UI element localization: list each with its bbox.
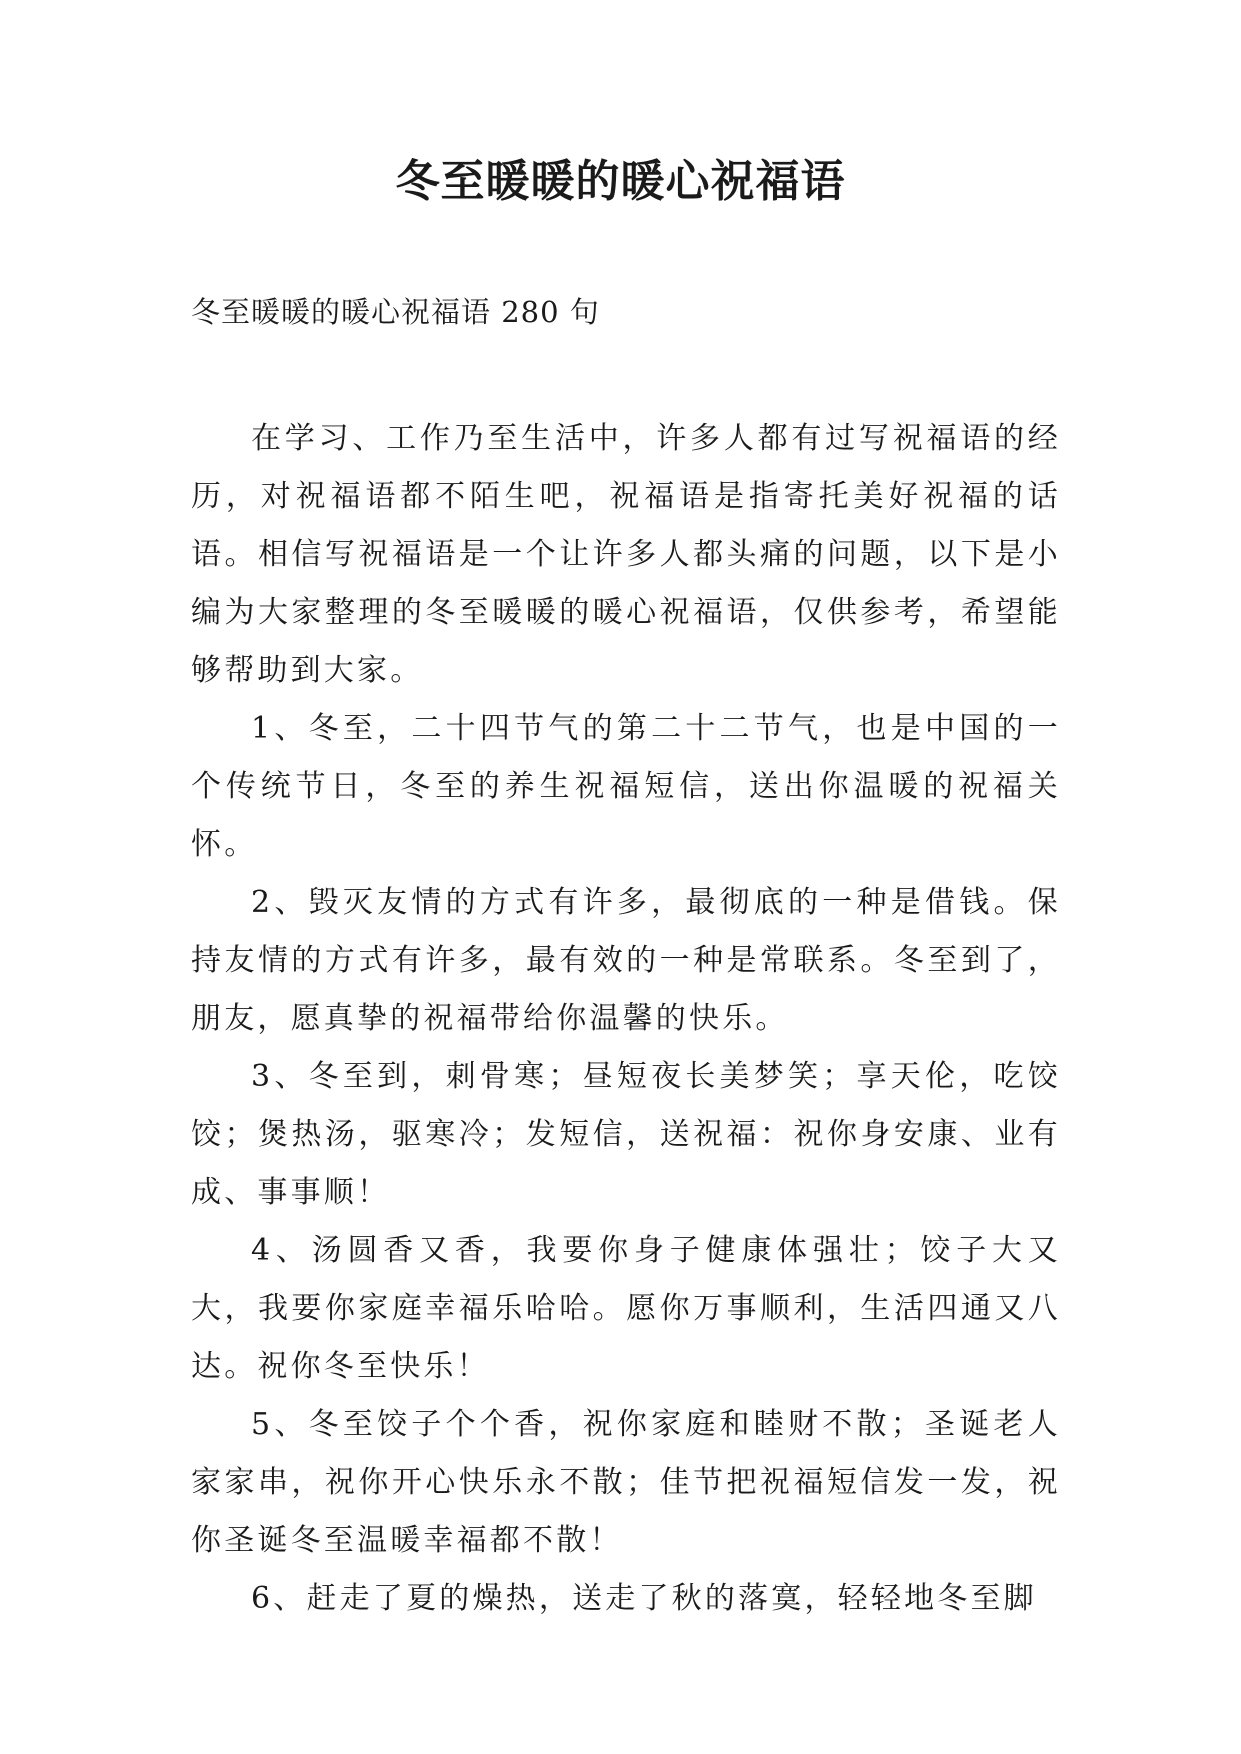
intro-paragraph: 在学习、工作乃至生活中，许多人都有过写祝福语的经历，对祝福语都不陌生吧，祝福语是指寄托美好祝福的话语。相信写祝福语是一个让许多人都头痛的问题，以下是小编为大家整理的冬至暖暖的暖心祝福语，仅供参考，希望能够帮助到大家。 (191, 421, 1061, 688)
blessing-item-2: 2、毁灭友情的方式有许多，最彻底的一种是借钱。保持友情的方式有许多，最有效的一种是常联系。冬至到了，朋友，愿真挚的祝福带给你温馨的快乐。 (191, 885, 1061, 1036)
blessing-item-3: 3、冬至到，刺骨寒；昼短夜长美梦笑；享天伦，吃饺饺；煲热汤，驱寒冷；发短信，送祝福：祝你身安康、业有成、事事顺！ (191, 1059, 1061, 1210)
document-body (191, 410, 1061, 1628)
page-title: 冬至暖暖的暖心祝福语 (395, 156, 846, 207)
blessing-item-6: 6、赶走了夏的燥热，送走了秋的落寞，轻轻地冬至脚 (251, 1581, 1037, 1616)
blessing-item-4: 4、汤圆香又香，我要你身子健康体强壮；饺子大又大，我要你家庭幸福乐哈哈。愿你万事顺利，生活四通又八达。祝你冬至快乐！ (191, 1233, 1061, 1384)
blessing-item-5: 5、冬至饺子个个香，祝你家庭和睦财不散；圣诞老人家家串，祝你开心快乐永不散；佳节把祝福短信发一发，祝你圣诞冬至温暖幸福都不散！ (191, 1407, 1061, 1558)
document-subtitle: 冬至暖暖的暖心祝福语 280 句 (191, 295, 600, 329)
blessing-item-1: 1、冬至，二十四节气的第二十二节气，也是中国的一个传统节日，冬至的养生祝福短信，送出你温暖的祝福关怀。 (191, 711, 1061, 862)
